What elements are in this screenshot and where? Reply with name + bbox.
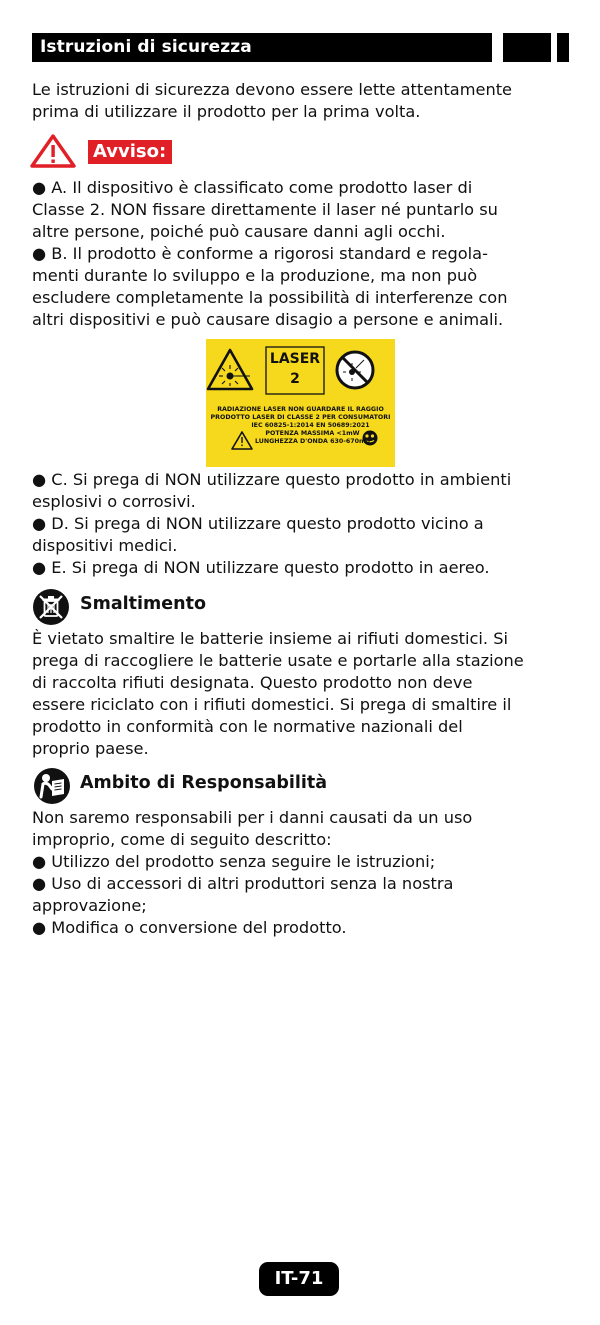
- laser-class-number: 2: [290, 371, 300, 387]
- liability-line: Non saremo responsabili per i danni causati da un uso: [32, 808, 473, 827]
- warning-label: Avviso:: [88, 140, 172, 164]
- warning-line: Classe 2. NON fissare direttamente il laser né puntarlo su: [32, 200, 498, 219]
- warning-line: altre persone, poiché può causare danni agli occhi.: [32, 222, 446, 241]
- laser-label-line: PRODOTTO LASER DI CLASSE 2 PER CONSUMATORI: [210, 414, 391, 421]
- warning-line: dispositivi medici.: [32, 536, 178, 555]
- intro-line: prima di utilizzare il prodotto per la prima volta.: [32, 102, 421, 121]
- liability-line: approvazione;: [32, 896, 147, 915]
- disposal-line: proprio paese.: [32, 739, 149, 758]
- disposal-line: È vietato smaltire le batterie insieme ai rifiuti domestici. Si: [32, 629, 508, 648]
- warning-line: ● C. Si prega di NON utilizzare questo prodotto in ambienti: [32, 470, 512, 489]
- disposal-line: essere riciclato con i rifiuti domestici. Si prega di smaltire il: [32, 695, 512, 714]
- warning-triangle-icon: [30, 134, 76, 168]
- header-decor-bar: [557, 33, 569, 62]
- laser-title: LASER: [269, 351, 321, 367]
- warning-line: esplosivi o corrosivi.: [32, 492, 196, 511]
- laser-label-line: LUNGHEZZA D'ONDA 630-670nm: [254, 438, 371, 445]
- warning-line: menti durante lo sviluppo e la produzione, ma non può: [32, 266, 478, 285]
- laser-class-label: [206, 339, 395, 467]
- page-number-badge: [259, 1262, 339, 1296]
- disposal-line: prodotto in conformità con le normative nazionali del: [32, 717, 463, 736]
- intro-line: Le istruzioni di sicurezza devono essere lette attentamente: [32, 80, 513, 99]
- warning-line: ● A. Il dispositivo è classificato come prodotto laser di: [32, 178, 473, 197]
- disposal-line: di raccolta rifiuti designata. Questo prodotto non deve: [32, 673, 473, 692]
- laser-label-line: RADIAZIONE LASER NON GUARDARE IL RAGGIO: [217, 406, 384, 413]
- warning-line: ● E. Si prega di NON utilizzare questo prodotto in aereo.: [32, 558, 490, 577]
- liability-title: Ambito di Responsabilità: [80, 773, 328, 793]
- disposal-title: Smaltimento: [80, 594, 206, 614]
- laser-label-line: IEC 60825-1:2014 EN 50689:2021: [251, 422, 370, 429]
- section-header-bar: [32, 33, 492, 62]
- section-header-title: Istruzioni di sicurezza: [40, 37, 252, 57]
- page-number: IT-71: [274, 1268, 324, 1289]
- disposal-line: prega di raccogliere le batterie usate e portarle alla stazione: [32, 651, 524, 670]
- read-manual-icon: [32, 767, 72, 805]
- header-decor-block: [503, 33, 551, 62]
- liability-line: ● Uso di accessori di altri produttori senza la nostra: [32, 874, 454, 893]
- liability-line: ● Utilizzo del prodotto senza seguire le istruzioni;: [32, 852, 436, 871]
- warning-line: ● D. Si prega di NON utilizzare questo prodotto vicino a: [32, 514, 484, 533]
- laser-label-line: POTENZA MASSIMA <1mW: [265, 430, 360, 437]
- liability-line: ● Modifica o conversione del prodotto.: [32, 918, 347, 937]
- crossed-out-bin-icon: [32, 588, 70, 626]
- warning-line: ● B. Il prodotto è conforme a rigorosi standard e regola-: [32, 244, 488, 263]
- liability-line: improprio, come di seguito descritto:: [32, 830, 332, 849]
- warning-line: altri dispositivi e può causare disagio a persone e animali.: [32, 310, 504, 329]
- warning-line: escludere completamente la possibilità di interferenze con: [32, 288, 508, 307]
